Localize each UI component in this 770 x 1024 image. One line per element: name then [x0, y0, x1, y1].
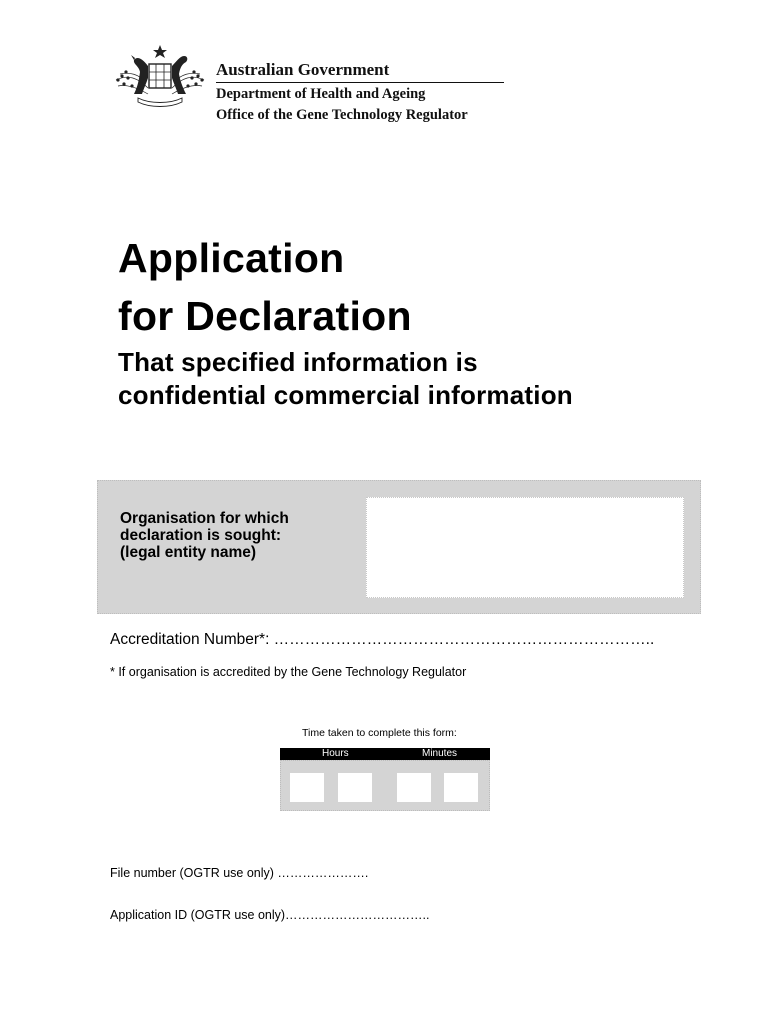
page-title-line-2: for Declaration: [118, 293, 412, 339]
minutes-label: Minutes: [422, 748, 458, 759]
organisation-name-field[interactable]: [366, 497, 684, 598]
minutes-digit-1-input[interactable]: [397, 773, 431, 802]
accreditation-note: * If organisation is accredited by the Gene Technology Regulator: [110, 665, 467, 679]
office-name: Office of the Gene Technology Regulator: [216, 107, 468, 123]
minutes-digit-2-input[interactable]: [444, 773, 478, 802]
accreditation-number-field[interactable]: Accreditation Number*: ………………………………………………………………..: [110, 631, 655, 648]
department-name: Department of Health and Ageing: [216, 86, 426, 102]
time-header-bar: [280, 748, 490, 760]
application-id-field[interactable]: Application ID (OGTR use only)……………………………..: [110, 908, 430, 922]
government-name: Australian Government: [216, 60, 504, 83]
commonwealth-coat-of-arms-icon: [112, 44, 208, 110]
page-title-line-1: Application: [118, 235, 345, 281]
subtitle-line-2: confidential commercial information: [118, 380, 573, 410]
subtitle-line-1: That specified information is: [118, 347, 478, 377]
hours-digit-1-input[interactable]: [290, 773, 324, 802]
page-subtitle: [118, 346, 573, 412]
organisation-label-line-3: (legal entity name): [120, 544, 257, 561]
time-taken-label: Time taken to complete this form:: [302, 727, 457, 739]
organisation-label-line-2: declaration is sought:: [120, 527, 282, 544]
organisation-label-line-1: Organisation for which: [120, 510, 289, 527]
hours-digit-2-input[interactable]: [338, 773, 372, 802]
file-number-field[interactable]: File number (OGTR use only) ………………….: [110, 866, 369, 880]
organisation-label: [120, 510, 330, 561]
hours-label: Hours: [322, 748, 349, 759]
government-header: [216, 60, 504, 125]
